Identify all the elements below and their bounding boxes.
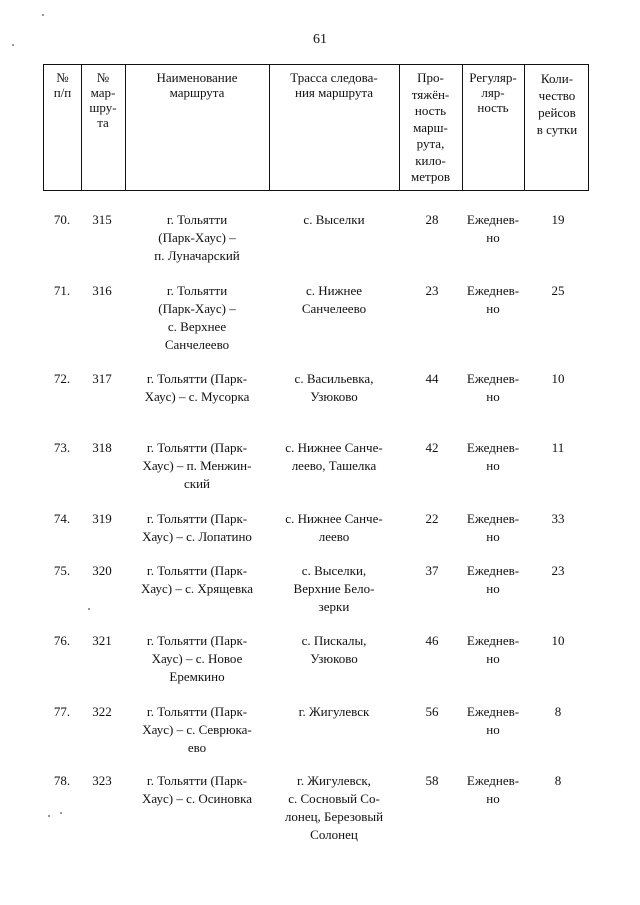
route-path: с. Нижнее Санчелеево [301, 283, 367, 316]
trips-per-day: 19 [551, 212, 565, 227]
route-name: г. Тольятти (Парк- Хаус) – с. Хрящевка [140, 563, 254, 596]
route-regularity: Ежеднев- но [466, 440, 520, 473]
trips-per-day: 8 [554, 704, 562, 719]
trips-per-day: 8 [554, 773, 562, 788]
route-number: 315 [92, 212, 112, 227]
route-name: г. Тольятти (Парк-Хаус) – с. Верхнее Санчелеево [158, 283, 236, 352]
route-regularity: Ежеднев- но [466, 773, 520, 806]
route-path: с. Выселки [303, 212, 365, 227]
trips-per-day: 33 [551, 511, 565, 526]
header-row-number: № п/п [53, 70, 72, 100]
route-name: г. Тольятти (Парк- Хаус) – с. Новое Еремкино [146, 633, 248, 684]
route-name: г. Тольятти (Парк- Хаус) – с. Осиновка [142, 773, 252, 806]
scan-speck [12, 44, 14, 46]
route-path: с. Васильевка, Узюково [294, 371, 374, 404]
header-trips-per-day: Коли- чество рейсов в сутки [536, 71, 578, 137]
route-regularity: Ежеднев- но [466, 704, 520, 737]
trips-per-day: 23 [551, 563, 565, 578]
scan-speck [48, 815, 50, 817]
scan-speck [42, 14, 44, 16]
route-length: 46 [425, 633, 439, 648]
route-regularity: Ежеднев- но [466, 371, 520, 404]
row-number: 74. [53, 511, 71, 526]
row-number: 75. [53, 563, 71, 578]
route-regularity: Ежеднев- но [466, 283, 520, 316]
route-path: с. Пискалы, Узюково [301, 633, 367, 666]
route-length: 42 [425, 440, 439, 455]
route-name: г. Тольятти (Парк- Хаус) – с. Лопатино [142, 511, 252, 544]
route-path: с. Нижнее Санче- леево [285, 511, 383, 544]
route-number: 318 [92, 440, 112, 455]
route-number: 320 [92, 563, 112, 578]
route-name: г. Тольятти (Парк- Хаус) – с. Мусорка [144, 371, 250, 404]
route-regularity: Ежеднев- но [466, 633, 520, 666]
row-number: 71. [53, 283, 71, 298]
header-route-number: № мар- шру- та [89, 70, 117, 130]
route-length: 58 [425, 773, 439, 788]
route-length: 56 [425, 704, 439, 719]
table-header [43, 64, 589, 191]
route-length: 23 [425, 283, 439, 298]
route-path: с. Нижнее Санче- леево, Ташелка [285, 440, 383, 473]
route-number: 319 [92, 511, 112, 526]
route-length: 37 [425, 563, 439, 578]
route-length: 44 [425, 371, 439, 386]
header-route-length: Про- тяжён- ность марш- рута, кило- метров [411, 70, 450, 184]
trips-per-day: 11 [551, 440, 565, 455]
header-regularity: Регуляр- ляр- ность [469, 70, 517, 115]
route-length: 28 [425, 212, 439, 227]
row-number: 72. [53, 371, 71, 386]
row-number: 76. [53, 633, 71, 648]
route-path: с. Выселки, Верхние Бело- зерки [293, 563, 375, 614]
scan-speck [88, 608, 90, 610]
route-number: 317 [92, 371, 112, 386]
header-route-path: Трасса следова- ния маршрута [290, 70, 378, 100]
trips-per-day: 10 [551, 633, 565, 648]
row-number: 77. [53, 704, 71, 719]
route-regularity: Ежеднев- но [466, 511, 520, 544]
scan-speck [60, 812, 62, 814]
route-regularity: Ежеднев- но [466, 563, 520, 596]
trips-per-day: 25 [551, 283, 565, 298]
route-length: 22 [425, 511, 439, 526]
route-number: 323 [92, 773, 112, 788]
route-name: г. Тольятти (Парк-Хаус) – п. Луначарский [154, 212, 240, 263]
route-number: 321 [92, 633, 112, 648]
page-number: 61 [313, 32, 327, 47]
route-name: г. Тольятти (Парк- Хаус) – п. Менжин- ский [142, 440, 252, 491]
row-number: 70. [53, 212, 71, 227]
route-path: г. Жигулевск, с. Сосновый Со- лонец, Березовый Солонец [284, 773, 384, 842]
route-number: 316 [92, 283, 112, 298]
route-name: г. Тольятти (Парк- Хаус) – с. Севрюка- ево [142, 704, 252, 755]
row-number: 78. [53, 773, 71, 788]
header-route-name: Наименование маршрута [156, 70, 238, 100]
row-number: 73. [53, 440, 71, 455]
route-regularity: Ежеднев- но [466, 212, 520, 245]
route-number: 322 [92, 704, 112, 719]
trips-per-day: 10 [551, 371, 565, 386]
route-path: г. Жигулевск [298, 704, 370, 719]
